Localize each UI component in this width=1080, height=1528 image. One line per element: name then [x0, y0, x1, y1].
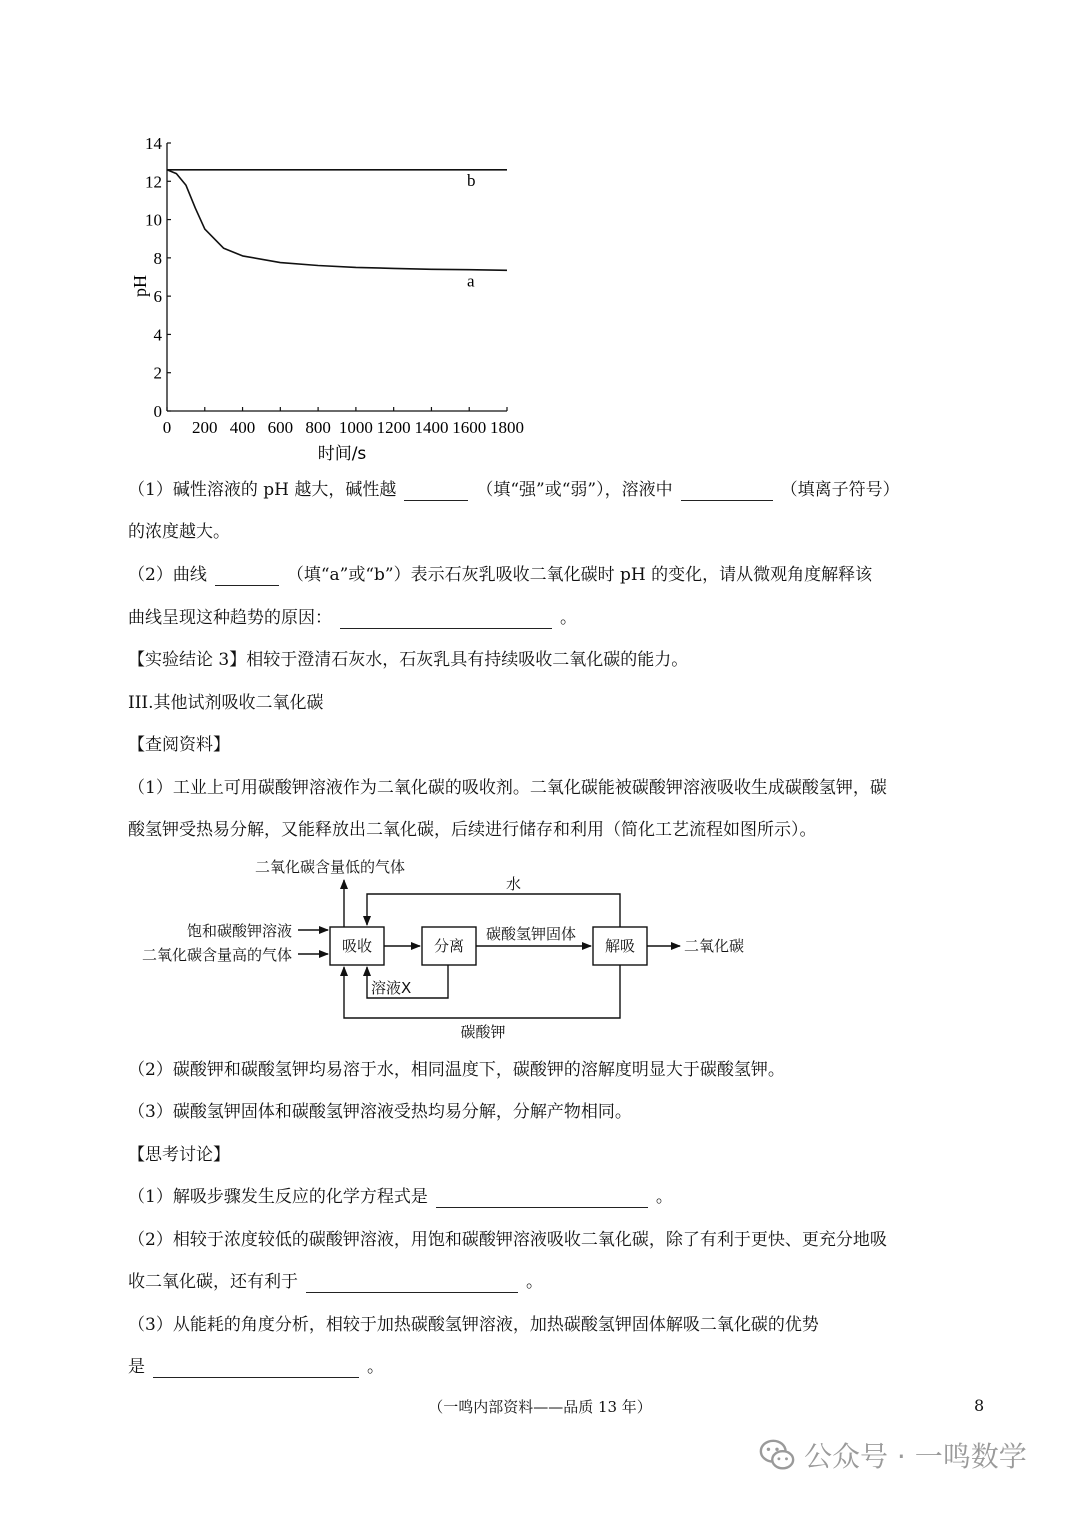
reference-1-line-1: （1）工业上可用碳酸钾溶液作为二氧化碳的吸收剂。二氧化碳能被碳酸钾溶液吸收生成碳酸氢钾，碳	[128, 778, 887, 798]
khco3-solid-label: 碳酸氢钾固体	[485, 925, 577, 943]
water-return-arrow	[367, 894, 620, 927]
d1-text-b: 。	[655, 1187, 673, 1207]
wechat-icon	[758, 1436, 796, 1474]
page-number: 8	[974, 1396, 985, 1415]
reference-1-line-2: 酸氢钾受热易分解，又能释放出二氧化碳，后续进行储存和利用（简化工艺流程如图所示）。	[128, 820, 817, 840]
discussion-1	[128, 1176, 980, 1218]
section-3-heading: III.其他试剂吸收二氧化碳	[128, 693, 324, 713]
q2-text-d: 。	[560, 608, 577, 628]
reference-2: （2）碳酸钾和碳酸氢钾均易溶于水，相同温度下，碳酸钾的溶解度明显大于碳酸氢钾。	[128, 1060, 785, 1080]
y-tick-label: 0	[153, 402, 162, 421]
question-2-line-1	[128, 554, 980, 596]
separate-label: 分离	[433, 937, 465, 955]
discussion-2-line-2	[128, 1261, 980, 1303]
question-2-line-2	[128, 597, 980, 639]
y-tick-label: 14	[145, 134, 162, 153]
discussion-3-line-2	[128, 1346, 980, 1388]
series-line-a	[167, 170, 507, 270]
d1-text-a: （1）解吸步骤发生反应的化学方程式是	[128, 1187, 428, 1207]
q2-blank-2[interactable]	[340, 606, 552, 629]
d2-blank[interactable]	[306, 1270, 518, 1293]
q1-blank-2[interactable]	[681, 478, 773, 501]
desorb-label: 解吸	[604, 937, 636, 955]
d2-text-b: 收二氧化碳，还有利于	[128, 1272, 298, 1292]
chart-series	[167, 170, 507, 290]
reference-heading: 【查阅资料】	[128, 735, 230, 755]
series-label-b: b	[467, 170, 476, 190]
q2-text-c: 曲线呈现这种趋势的原因：	[128, 608, 332, 628]
discussion-2-line-1: （2）相较于浓度较低的碳酸钾溶液，用饱和碳酸钾溶液吸收二氧化碳，除了有利于更快、更充分地吸	[128, 1230, 887, 1250]
x-tick-label: 200	[192, 418, 218, 437]
ph-chart	[120, 128, 540, 468]
question-1-line-1	[128, 469, 980, 511]
x-tick-label: 400	[229, 418, 256, 437]
x-axis-label: 时间/s	[317, 444, 367, 464]
d3-blank[interactable]	[153, 1355, 359, 1378]
watermark-text: 公众号 · 一鸣数学	[804, 1440, 1027, 1473]
x-tick-label: 1600	[452, 418, 487, 437]
q1-blank-1[interactable]	[404, 478, 468, 501]
co2-output-label: 二氧化碳	[684, 937, 745, 955]
x-tick-label: 800	[305, 418, 331, 437]
y-tick-label: 2	[153, 363, 162, 383]
process-flow-diagram	[120, 850, 780, 1050]
x-tick-label: 600	[267, 418, 294, 437]
x-tick-label: 1200	[376, 418, 411, 437]
low-co2-gas-label: 二氧化碳含量低的气体	[255, 858, 406, 876]
water-label: 水	[506, 875, 522, 893]
discussion-3-line-1: （3）从能耗的角度分析，相较于加热碳酸氢钾溶液，加热碳酸氢钾固体解吸二氧化碳的优势	[128, 1315, 819, 1335]
chart-axes	[167, 143, 507, 411]
d3-text-c: 。	[367, 1357, 384, 1377]
q1-text-c: （填离子符号）	[780, 480, 900, 500]
q2-text-a: （2）曲线	[128, 565, 207, 585]
y-tick-label: 8	[153, 248, 162, 268]
x-tick-label: 1000	[338, 418, 373, 437]
q1-text-a: （1）碱性溶液的 pH 越大，碱性越	[128, 480, 397, 500]
saturated-k2co3-label: 饱和碳酸钾溶液	[186, 922, 292, 940]
absorb-label: 吸收	[341, 937, 373, 955]
solution-x-label: 溶液X	[371, 979, 412, 997]
series-label-a: a	[467, 271, 475, 291]
x-tick-labels	[163, 418, 524, 437]
y-tick-label: 6	[153, 287, 162, 307]
footer-note: （一鸣内部资料——品质 13 年）	[428, 1398, 652, 1416]
d2-text-c: 。	[526, 1272, 543, 1292]
y-axis-label: pH	[130, 275, 150, 297]
x-tick-label: 1800	[490, 418, 524, 437]
x-tick-label: 1400	[414, 418, 449, 437]
question-1-line-2: 的浓度越大。	[128, 522, 230, 542]
x-tick-label: 0	[162, 418, 172, 437]
y-tick-label: 4	[153, 325, 162, 345]
y-tick-label: 12	[145, 172, 162, 192]
d3-text-b: 是	[128, 1357, 145, 1377]
k2co3-label: 碳酸钾	[460, 1023, 506, 1041]
discussion-heading: 【思考讨论】	[128, 1145, 230, 1165]
q1-text-b: （填“强”或“弱”），溶液中	[476, 480, 673, 500]
wechat-watermark	[758, 1430, 1027, 1480]
d1-blank[interactable]	[436, 1185, 648, 1208]
reference-3: （3）碳酸氢钾固体和碳酸氢钾溶液受热均易分解，分解产物相同。	[128, 1102, 632, 1122]
q2-text-b: （填“a”或“b”）表示石灰乳吸收二氧化碳时 pH 的变化，请从微观角度解释该	[286, 565, 873, 585]
experiment-conclusion: 【实验结论 3】相较于澄清石灰水，石灰乳具有持续吸收二氧化碳的能力。	[128, 650, 689, 670]
q2-blank-1[interactable]	[215, 563, 279, 586]
high-co2-gas-label: 二氧化碳含量高的气体	[141, 946, 292, 964]
y-tick-label: 10	[145, 210, 162, 230]
